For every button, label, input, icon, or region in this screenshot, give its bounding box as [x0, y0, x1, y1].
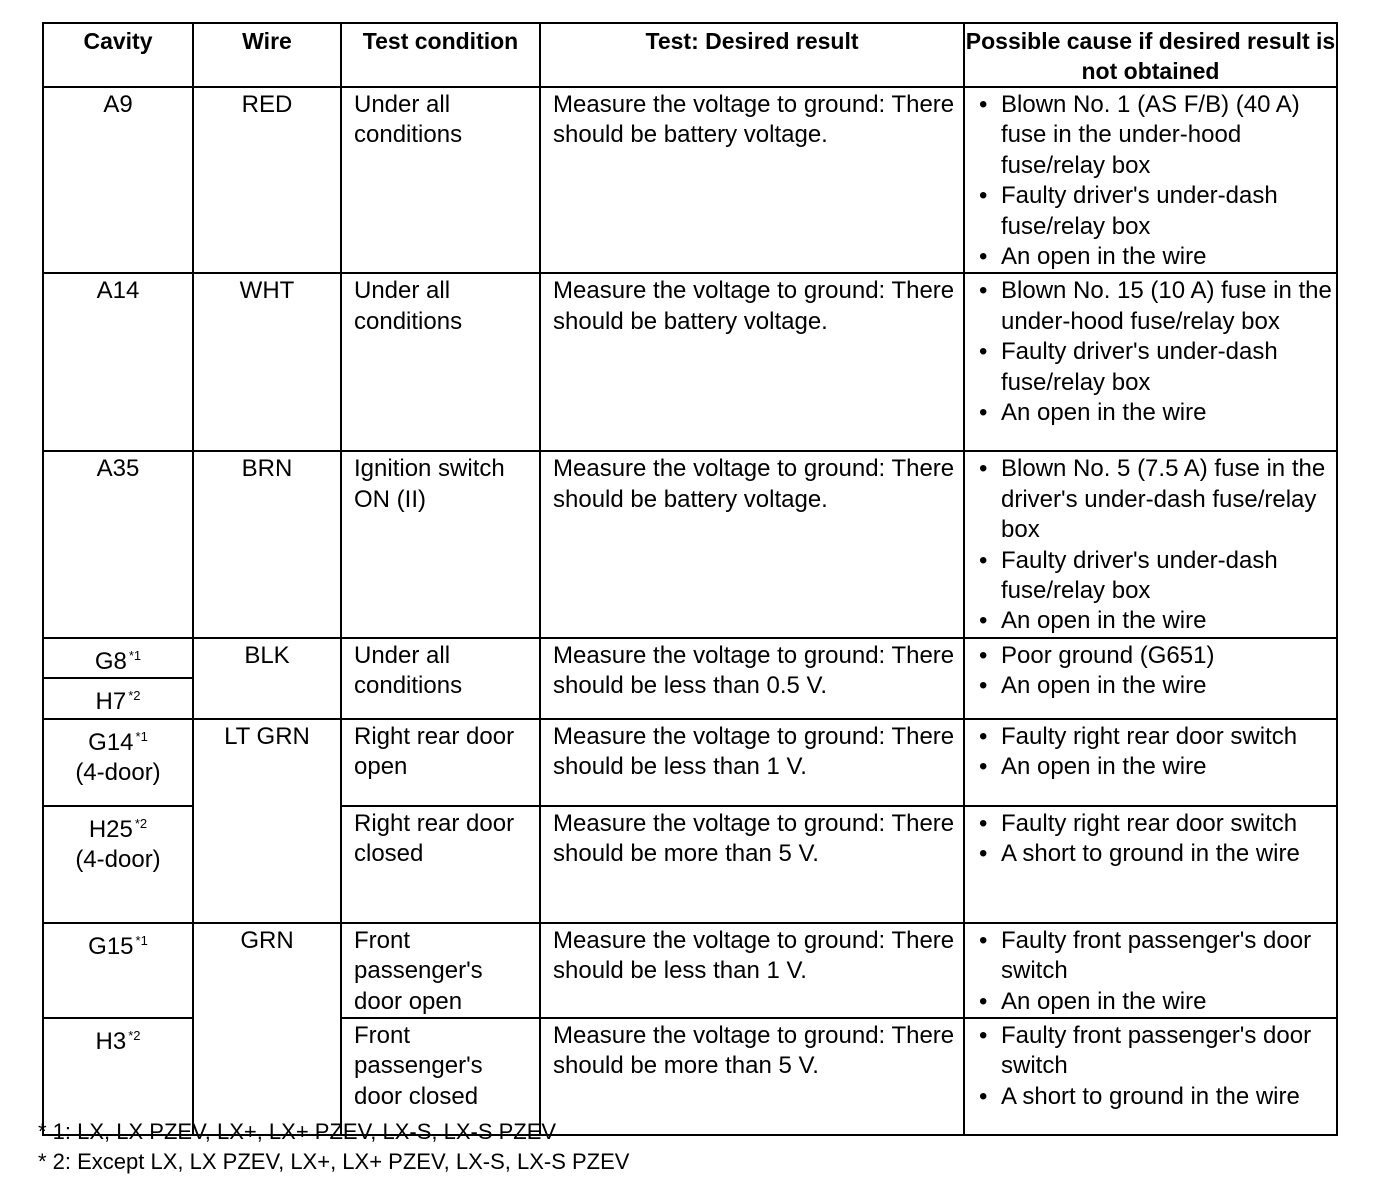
condition-cell: Ignition switch ON (II) — [341, 451, 540, 637]
condition-cell: Under all conditions — [341, 638, 540, 719]
cause-item: • Blown No. 15 (10 A) fuse in the under-hood fuse/relay box — [975, 276, 1332, 337]
cause-item: • An open in the wire — [975, 242, 1332, 272]
result-cell: Measure the voltage to ground: There should be less than 1 V. — [540, 923, 964, 1018]
header-desired-result: Test: Desired result — [540, 23, 964, 87]
cavity-code: H7 — [95, 688, 127, 716]
cause-item: • An open in the wire — [975, 398, 1332, 428]
cavity-cell — [43, 806, 193, 923]
header-wire: Wire — [193, 23, 341, 87]
result-cell: Measure the voltage to ground: There should be more than 5 V. — [540, 806, 964, 923]
cause-cell — [964, 451, 1337, 637]
cavity-footnote-mark: *2 — [128, 688, 141, 704]
header-possible-cause: Possible cause if desired result is not obtained — [964, 23, 1337, 87]
wire-cell: BRN — [193, 451, 341, 637]
table-row-g8 — [43, 638, 1337, 678]
cause-cell — [964, 719, 1337, 806]
footnote-1: * 1: LX, LX PZEV, LX+, LX+ PZEV, LX-S, LX-S PZEV — [38, 1119, 557, 1144]
cavity-cell — [43, 719, 193, 806]
condition-cell: Front passenger's door open — [341, 923, 540, 1018]
cavity-code: G8 — [94, 647, 127, 675]
cause-cell — [964, 273, 1337, 451]
result-cell: Measure the voltage to ground: There should be battery voltage. — [540, 87, 964, 273]
table-row-a9 — [43, 87, 1337, 273]
cavity-footnote-mark: *1 — [135, 932, 148, 948]
wire-cell: GRN — [193, 923, 341, 1135]
cause-item: • An open in the wire — [975, 606, 1332, 636]
cavity-cell: A9 — [43, 87, 193, 273]
cause-cell — [964, 87, 1337, 273]
cause-item: • Faulty driver's under-dash fuse/relay box — [975, 181, 1332, 242]
cause-cell — [964, 923, 1337, 1018]
condition-cell: Under all conditions — [341, 273, 540, 451]
header-row — [43, 23, 1337, 87]
cavity-footnote-mark: *1 — [135, 728, 148, 744]
wire-cell: BLK — [193, 638, 341, 719]
footnote-2: * 2: Except LX, LX PZEV, LX+, LX+ PZEV, LX-S, LX-S PZEV — [38, 1149, 630, 1174]
condition-cell: Right rear door closed — [341, 806, 540, 923]
cause-item: • Faulty driver's under-dash fuse/relay box — [975, 546, 1332, 607]
cause-item: • Blown No. 5 (7.5 A) fuse in the driver's under-dash fuse/relay box — [975, 454, 1332, 545]
condition-cell: Right rear door open — [341, 719, 540, 806]
cause-item: • Faulty driver's under-dash fuse/relay box — [975, 337, 1332, 398]
condition-cell: Front passenger's door closed — [341, 1018, 540, 1135]
table-row-a35 — [43, 451, 1337, 637]
cavity-variant: (4-door) — [75, 846, 161, 874]
cause-cell — [964, 806, 1337, 923]
result-cell: Measure the voltage to ground: There should be more than 5 V. — [540, 1018, 964, 1135]
cavity-cell — [43, 638, 193, 678]
cavity-code: H25 — [88, 815, 133, 843]
result-cell: Measure the voltage to ground: There should be battery voltage. — [540, 273, 964, 451]
cavity-cell: A14 — [43, 273, 193, 451]
cavity-footnote-mark: *1 — [128, 647, 142, 663]
cause-item: • An open in the wire — [975, 987, 1332, 1017]
header-test-condition: Test condition — [341, 23, 540, 87]
cavity-cell — [43, 678, 193, 718]
cavity-code: G15 — [88, 932, 134, 960]
condition-cell: Under all conditions — [341, 87, 540, 273]
cause-item: • A short to ground in the wire — [975, 1082, 1332, 1112]
cause-item: • Blown No. 1 (AS F/B) (40 A) fuse in the under-hood fuse/relay box — [975, 90, 1332, 181]
cause-item: • Faulty front passenger's door switch — [975, 1021, 1332, 1082]
table-row-g15 — [43, 923, 1337, 1018]
cavity-cell — [43, 923, 193, 1018]
table-row-g14 — [43, 719, 1337, 806]
cavity-footnote-mark: *2 — [128, 1027, 141, 1043]
wire-cell: RED — [193, 87, 341, 273]
cause-item: • Poor ground (G651) — [975, 641, 1332, 671]
cause-item: • Faulty right rear door switch — [975, 809, 1332, 839]
result-cell: Measure the voltage to ground: There should be less than 0.5 V. — [540, 638, 964, 719]
cause-item: • Faulty front passenger's door switch — [975, 926, 1332, 987]
cause-cell — [964, 638, 1337, 719]
cause-item: • Faulty right rear door switch — [975, 722, 1332, 752]
cavity-code: G14 — [88, 728, 134, 756]
cause-item: • A short to ground in the wire — [975, 839, 1332, 869]
table-row-a14 — [43, 273, 1337, 451]
result-cell: Measure the voltage to ground: There should be battery voltage. — [540, 451, 964, 637]
result-cell: Measure the voltage to ground: There should be less than 1 V. — [540, 719, 964, 806]
cause-item: • An open in the wire — [975, 752, 1332, 782]
cavity-footnote-mark: *2 — [134, 815, 148, 831]
cause-item: • An open in the wire — [975, 671, 1332, 701]
wire-cell: WHT — [193, 273, 341, 451]
troubleshooting-table — [42, 22, 1338, 1136]
cavity-cell: A35 — [43, 451, 193, 637]
cause-cell — [964, 1018, 1337, 1135]
cavity-code: H3 — [95, 1027, 127, 1055]
header-cavity: Cavity — [43, 23, 193, 87]
cavity-variant: (4-door) — [75, 759, 161, 787]
wire-cell: LT GRN — [193, 719, 341, 923]
